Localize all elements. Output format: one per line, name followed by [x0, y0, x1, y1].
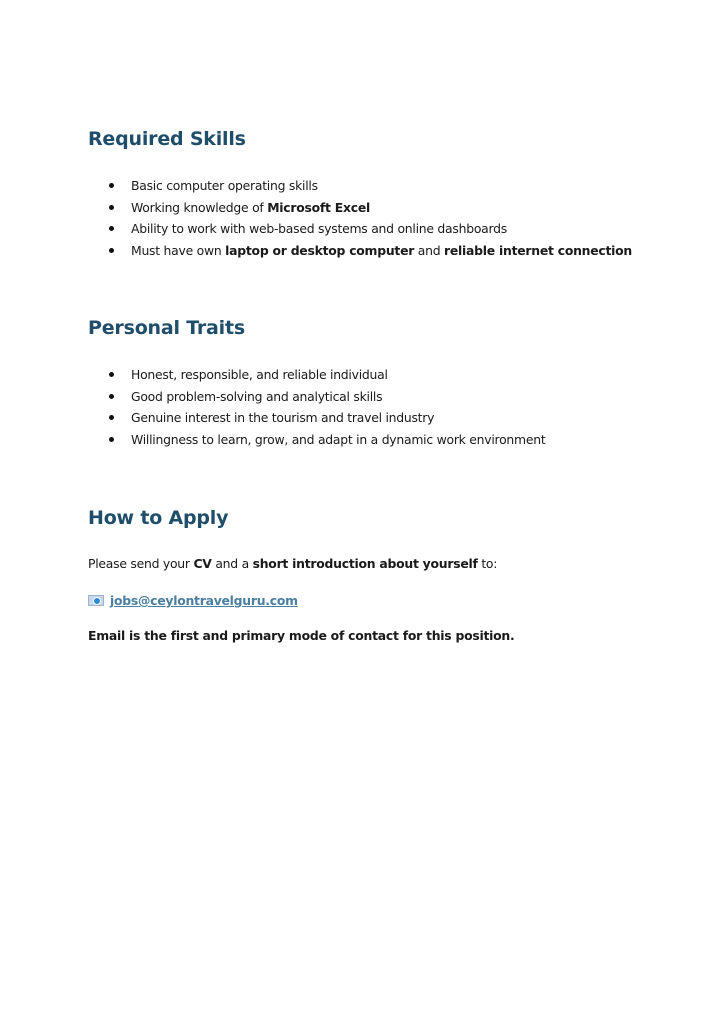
list-item: Must have own laptop or desktop computer and reliable internet connection	[88, 240, 632, 262]
heading-personal-traits: Personal Traits	[88, 317, 245, 339]
list-item: Ability to work with web-based systems and online dashboards	[88, 218, 632, 240]
envelope-icon	[88, 595, 104, 606]
contact-note: Email is the first and primary mode of contact for this position.	[88, 628, 515, 643]
list-item: Genuine interest in the tourism and travel industry	[88, 407, 545, 429]
apply-instructions: Please send your CV and a short introduction about yourself to:	[88, 556, 498, 571]
list-item: Working knowledge of Microsoft Excel	[88, 197, 632, 219]
list-item: Basic computer operating skills	[88, 175, 632, 197]
required-skills-list	[88, 175, 632, 261]
email-line	[88, 593, 298, 608]
personal-traits-list	[88, 364, 545, 450]
email-link[interactable]: jobs@ceylontravelguru.com	[110, 593, 298, 608]
list-item: Honest, responsible, and reliable individual	[88, 364, 545, 386]
heading-required-skills: Required Skills	[88, 128, 246, 150]
heading-how-to-apply: How to Apply	[88, 507, 229, 529]
list-item: Willingness to learn, grow, and adapt in a dynamic work environment	[88, 429, 545, 451]
list-item: Good problem-solving and analytical skills	[88, 386, 545, 408]
